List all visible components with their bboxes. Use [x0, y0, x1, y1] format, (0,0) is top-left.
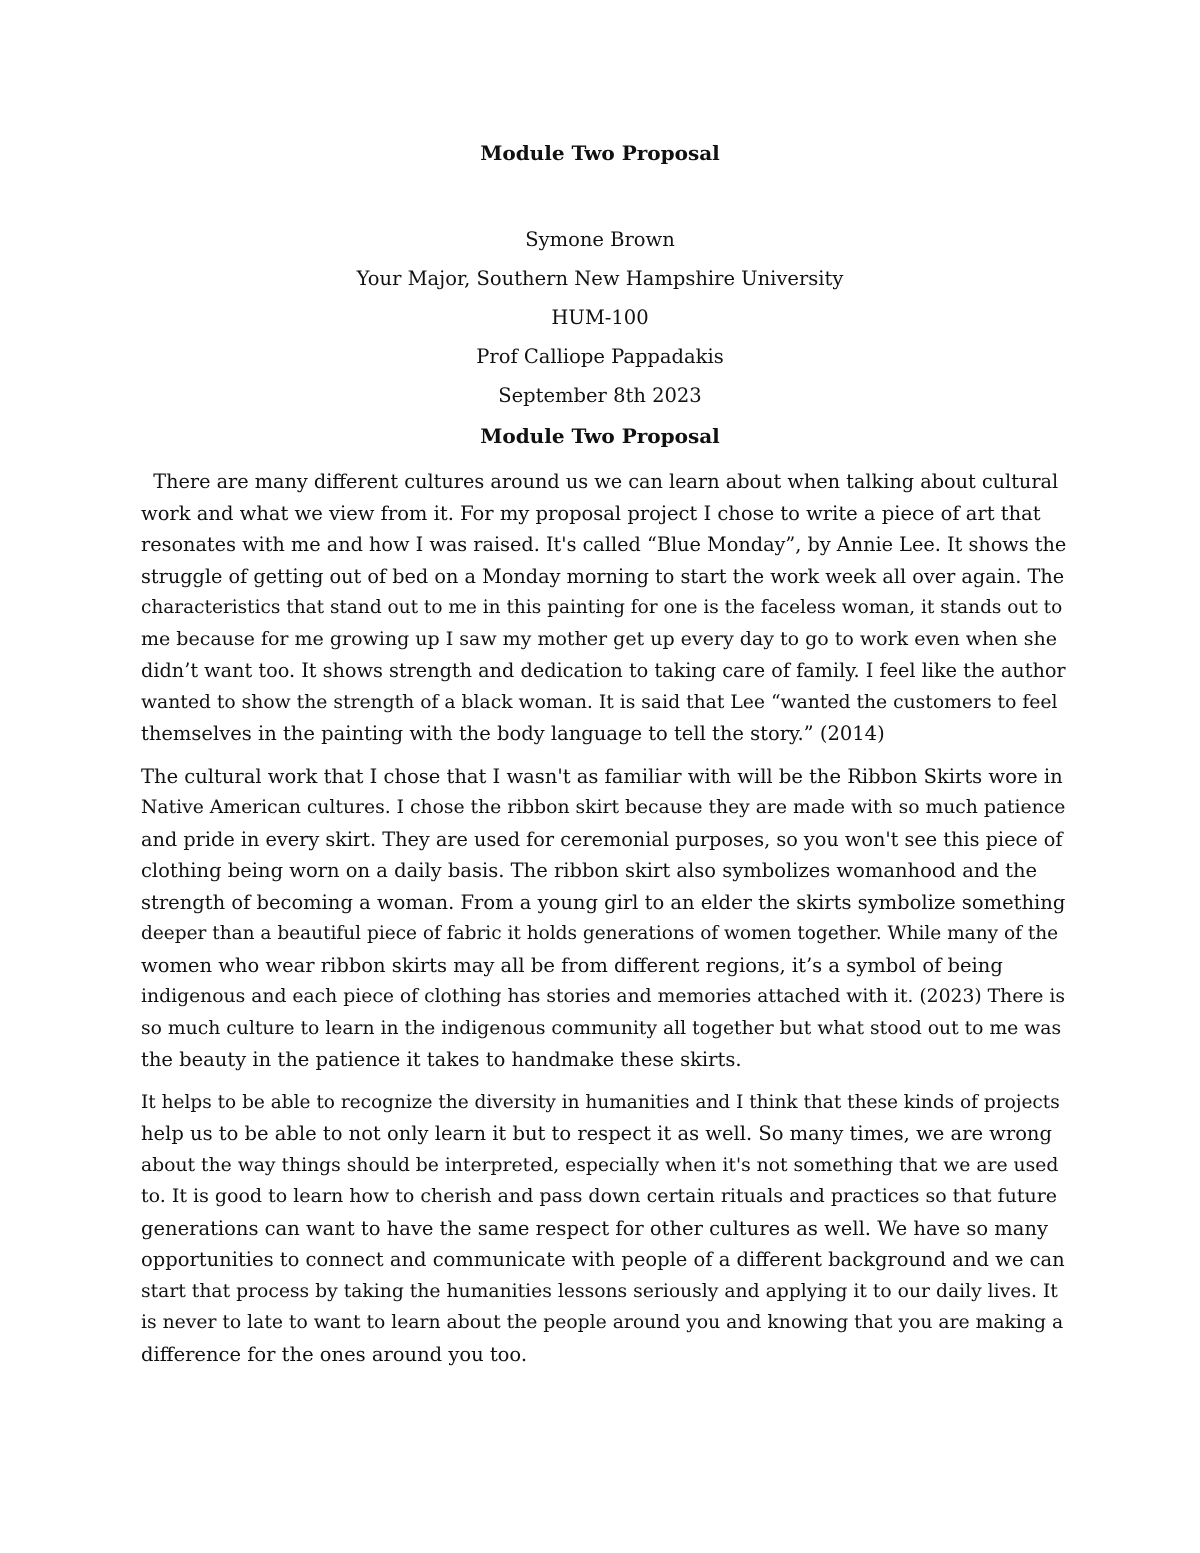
body-heading: Module Two Proposal [480, 424, 720, 448]
text-line: deeper than a beautiful piece of fabric it holds generations of women together. While many of the [141, 923, 1059, 944]
text-line: struggle of getting out of bed on a Monday morning to start the work week all over again. The [141, 564, 1065, 588]
text-line: There are many different cultures around us we can learn about when talking about cultural [141, 470, 1059, 493]
text-line: opportunities to connect and communicate with people of a different background and we can [141, 1248, 1065, 1271]
text-line: themselves in the painting with the body language to tell the story.” (2014) [141, 722, 885, 745]
text-line: me because for me growing up I saw my mother get up every day to go to work even when she [141, 627, 1057, 650]
text-line: work and what we view from it. For my proposal project I chose to write a piece of art that [141, 501, 1041, 525]
text-line: strength of becoming a woman. From a young girl to an elder the skirts symbolize something [141, 890, 1066, 914]
text-line: wanted to show the strength of a black woman. It is said that Lee “wanted the customers to feel [141, 691, 1058, 713]
affiliation: Your Major, Southern New Hampshire University [356, 267, 844, 290]
text-line: Native American cultures. I chose the ribbon skirt because they are made with so much patience [141, 797, 1066, 818]
essay-body [141, 466, 1066, 1381]
course-code: HUM-100 [551, 306, 649, 329]
text-line: It helps to be able to recognize the diversity in humanities and I think that these kinds of projects [141, 1091, 1060, 1113]
text-line: is never to late to want to learn about the people around you and knowing that you are making a [141, 1312, 1064, 1333]
text-line: about the way things should be interpreted, especially when it's not something that we are used [141, 1154, 1059, 1176]
text-line: characteristics that stand out to me in this painting for one is the faceless woman, it stands out to [141, 597, 1063, 618]
text-line: generations can want to have the same respect for other cultures as well. We have so many [141, 1216, 1048, 1240]
text-line: resonates with me and how I was raised. It's called “Blue Monday”, by Annie Lee. It shows the [141, 533, 1067, 556]
text-line: women who wear ribbon skirts may all be from different regions, it’s a symbol of being [141, 953, 1003, 977]
text-line: difference for the ones around you too. [141, 1342, 528, 1366]
instructor-name: Prof Calliope Pappadakis [476, 345, 724, 368]
text-line: clothing being worn on a daily basis. The ribbon skirt also symbolizes womanhood and the [141, 859, 1038, 882]
text-line: help us to be able to not only learn it but to respect it as well. So many times, we are wrong [141, 1122, 1052, 1145]
text-line: to. It is good to learn how to cherish and pass down certain rituals and practices so that future [141, 1185, 1058, 1207]
text-line: start that process by taking the humanities lessons seriously and applying it to our daily lives. It [141, 1280, 1058, 1302]
title-block [0, 224, 1200, 419]
author-name: Symone Brown [525, 228, 675, 251]
text-line: the beauty in the patience it takes to handmake these skirts. [141, 1048, 742, 1071]
text-line: indigenous and each piece of clothing has stories and memories attached with it. (2023) There is [141, 986, 1065, 1007]
submission-date: September 8th 2023 [498, 384, 702, 407]
paragraph-2 [141, 761, 1066, 1076]
text-line: and pride in every skirt. They are used for ceremonial purposes, so you won't see this piece of [141, 827, 1063, 851]
paragraph-1 [141, 466, 1066, 750]
paragraph-3 [141, 1087, 1066, 1371]
text-line: so much culture to learn in the indigenous community all together but what stood out to me was [141, 1017, 1062, 1039]
text-line: The cultural work that I chose that I wasn't as familiar with will be the Ribbon Skirts wore in [141, 764, 1063, 788]
text-line: didn’t want too. It shows strength and dedication to taking care of family. I feel like the author [141, 659, 1066, 682]
page-title: Module Two Proposal [480, 141, 720, 165]
